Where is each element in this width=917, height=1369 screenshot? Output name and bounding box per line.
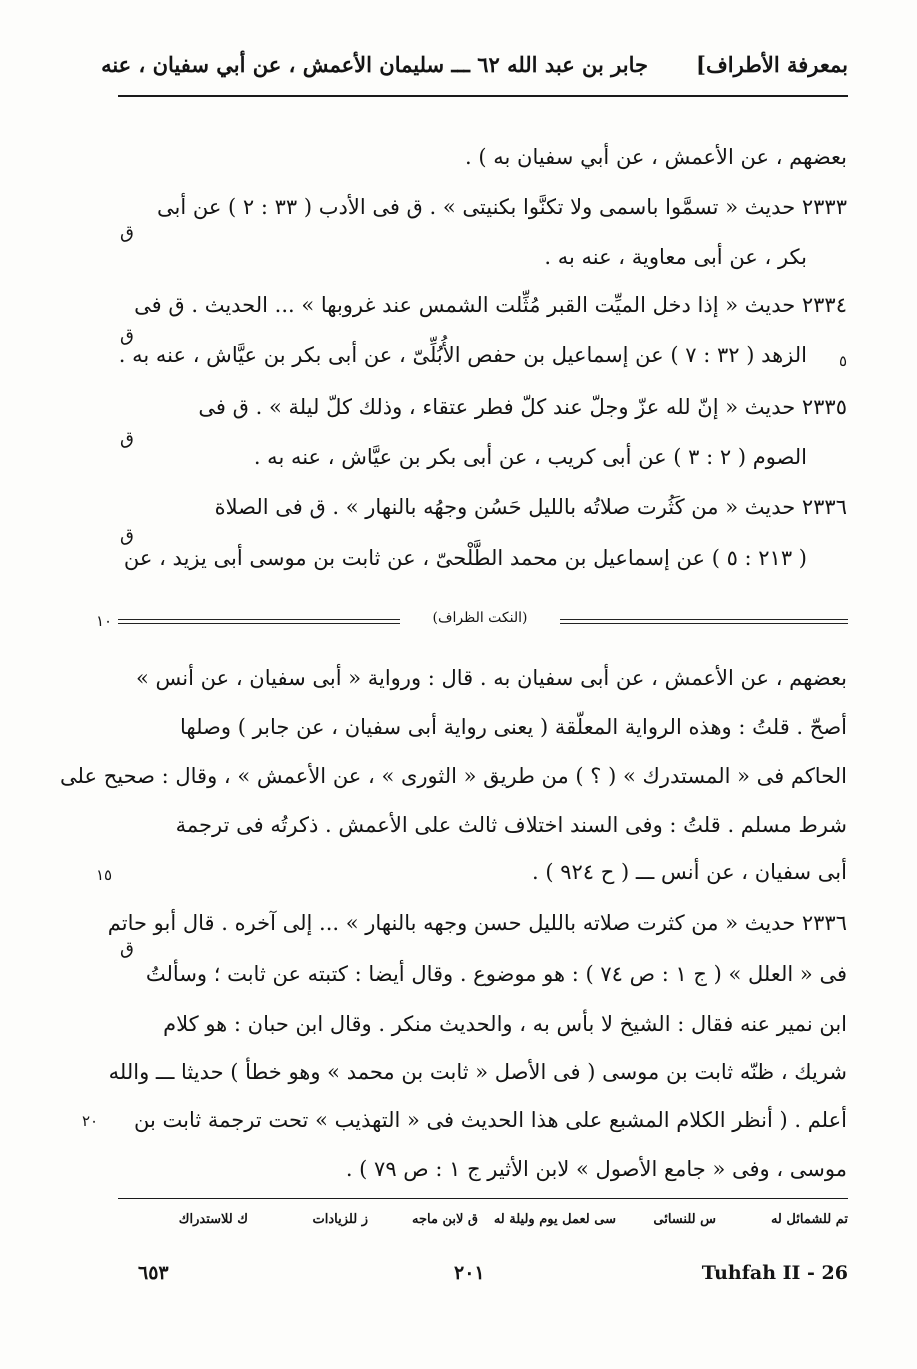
running-header [101,46,848,86]
line-number-15: ١٥ [96,866,113,884]
abbrev-item: س للنسائى [653,1212,716,1227]
separator-label: (النكت الظراف) [432,610,528,626]
page-number-left: ٦٥٣ [138,1262,169,1284]
note-line-5: أبى سفيان ، عن أنس ـــ ( ح ٩٢٤ ) . [532,860,847,884]
section-separator [118,610,848,632]
volume-reference: Tuhfah II - 26 [701,1262,848,1284]
main-line-5: الزهد ( ٣٢ : ٧ ) عن إسماعيل بن حفص الأُبُلِّىّ ، عن أبى بكر بن عيَّاش ، عنه به . [118,343,807,367]
note-hadith-2336-line: ٢٣٣٦ حديث « من كثرت صلاته بالليل حسن وجهه بالنهار » ... إلى آخره . قال أبو حاتم [107,911,847,935]
margin-qaf-marker: ق [120,428,134,449]
note-line-1: بعضهم ، عن الأعمش ، عن أبى سفيان به . قال : ورواية « أبى سفيان ، عن أنس » [136,666,847,690]
main-line-7: الصوم ( ٢ : ٣ ) عن أبى كريب ، عن أبى بكر بن عيَّاش ، عنه به . [253,445,807,469]
abbreviation-key [118,1212,848,1238]
header-rule [118,95,848,97]
note-line-11: موسى ، وفى « جامع الأصول » لابن الأثير ج ١ : ص ٧٩ ) . [345,1157,847,1181]
abbrev-item: ك للاستدراك [178,1212,248,1227]
hadith-2335-line: ٢٣٣٥ حديث « إنّ لله عزّ وجلّ عند كلّ فطر عتقاء ، وذلك كلّ ليلة » . ق فى [198,395,847,419]
page-footer [118,1262,848,1292]
note-line-10: أعلم . ( أنظر الكلام المشبع على هذا الحديث فى « التهذيب » تحت ترجمة ثابت بن [134,1108,847,1132]
page-number-center: ٢٠١ [454,1262,485,1284]
margin-qaf-marker: ق [120,938,134,959]
abbrev-item: ق لابن ماجه [412,1212,478,1227]
line-number-20: ٢٠ [82,1112,99,1130]
header-main-title: جابر بن عبد الله ٦٢ ـــ سليمان الأعمش ، عن أبي سفيان ، عنه [101,52,648,77]
hadith-2333-line: ٢٣٣٣ حديث « تسمَّوا باسمى ولا تكنَّوا بكنيتى » . ق فى الأدب ( ٣٣ : ٢ ) عن أبى [156,195,847,219]
note-line-2: أصحّ . قلتُ : وهذه الرواية المعلّقة ( يعنى رواية أبى سفيان ، عن جابر ) وصلها [180,715,847,739]
note-line-4: شرط مسلم . قلتُ : وفى السند اختلاف ثالث على الأعمش . ذكرتُه فى ترجمة [175,813,847,837]
line-number-5: ٥ [838,352,847,370]
main-line-3: بكر ، عن أبى معاوية ، عنه به . [544,245,807,269]
abbrev-item: تم للشمائل له [770,1212,848,1227]
hadith-2334-line: ٢٣٣٤ حديث « إذا دخل الميِّت القبر مُثِّلت الشمس عند غروبها » ... الحديث . ق فى [134,293,847,317]
note-line-8: ابن نمير عنه فقال : الشيخ لا بأس به ، والحديث منكر . وقال ابن حبان : هو كلام [163,1012,847,1036]
note-line-7: فى « العلل » ( ج ١ : ص ٧٤ ) : هو موضوع . وقال أيضا : كتبته عن ثابت ؛ وسألتُ [145,962,847,986]
line-number-10: ١٠ [96,612,113,630]
header-right-title: بمعرفة الأطراف] [696,52,848,77]
margin-qaf-marker: ق [120,325,134,346]
footnote-rule [118,1198,848,1199]
margin-qaf-marker: ق [120,525,134,546]
abbrev-item: ز للزيادات [312,1212,368,1227]
main-line-1: بعضهم ، عن الأعمش ، عن أبي سفيان به ) . [465,145,847,169]
note-line-9: شريك ، ظنّه ثابت بن موسى ( فى الأصل « ثابت بن محمد » وهو خطأ ) حديثا ـــ والله [108,1060,847,1084]
abbrev-item: سى لعمل يوم وليلة له [493,1212,616,1227]
note-line-3: الحاكم فى « المستدرك » ( ؟ ) من طريق « الثورى » ، عن الأعمش » ، وقال : صحيح على [60,764,847,788]
margin-qaf-marker: ق [120,222,134,243]
hadith-2336-line: ٢٣٣٦ حديث « من كَثُرت صلاتُه بالليل حَسُن وجهُه بالنهار » . ق فى الصلاة [214,495,847,519]
main-line-9: ( ٢١٣ : ٥ ) عن إسماعيل بن محمد الطَّلْحىّ ، عن ثابت بن موسى أبى يزيد ، عن [123,546,807,570]
